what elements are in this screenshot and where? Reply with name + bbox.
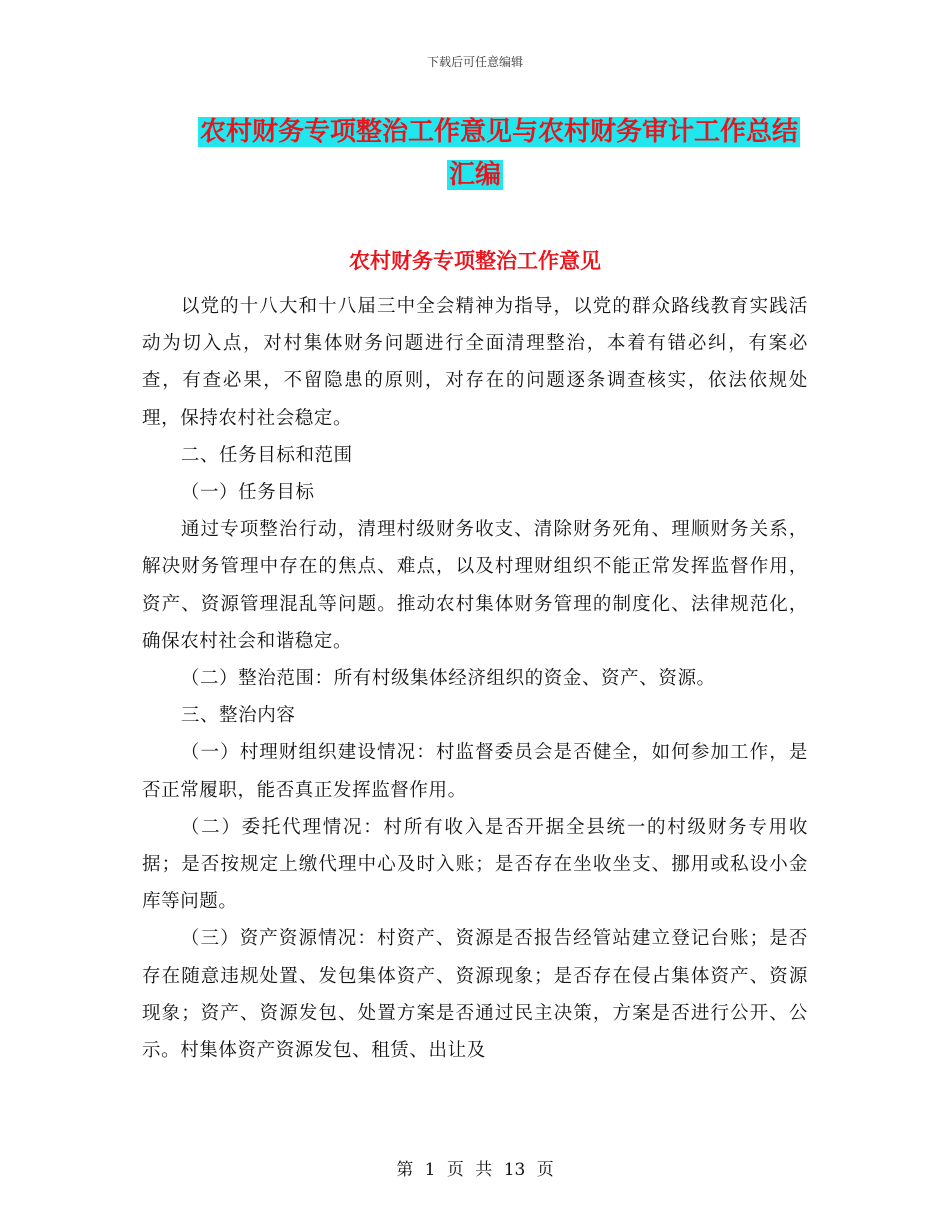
paragraph: 三、整治内容 bbox=[180, 705, 296, 727]
document-body bbox=[142, 288, 808, 1069]
paragraph: （二）委托代理情况：村所有收入是否开据全县统一的村级财务专用收据；是否按规定上缴代理中心及时入账；是否存在坐收坐支、挪用或私设小金库等问题。 bbox=[142, 816, 808, 913]
section-title: 农村财务专项整治工作意见 bbox=[349, 249, 601, 273]
paragraph: （一）任务目标 bbox=[180, 482, 315, 504]
paragraph: （一）村理财组织建设情况：村监督委员会是否健全，如何参加工作，是否正常履职，能否真正发挥监督作用。 bbox=[142, 742, 808, 801]
paragraph: 二、任务目标和范围 bbox=[180, 444, 353, 466]
document-title-line-2 bbox=[0, 152, 950, 198]
title-highlight-1: 农村财务专项整治工作意见与农村财务审计工作总结 bbox=[199, 117, 798, 147]
paragraph: 通过专项整治行动，清理村级财务收支、清除财务死角、理顺财务关系，解决财务管理中存在的焦点、难点，以及村理财组织不能正常发挥监督作用，资产、资源管理混乱等问题。推动农村集体财务管理的制度化、法律规范化，确保农村社会和谐稳定。 bbox=[142, 519, 808, 652]
title-highlight-2: 汇编 bbox=[448, 160, 501, 190]
paragraph: （三）资产资源情况：村资产、资源是否报告经管站建立登记台账；是否存在随意违规处置、发包集体资产、资源现象；是否存在侵占集体资产、资源现象；资产、资源发包、处置方案是否通过民主决策，方案是否进行公开、公示。村集体资产资源发包、租赁、出让及 bbox=[142, 928, 808, 1062]
paragraph: （二）整治范围：所有村级集体经济组织的资金、资产、资源。 bbox=[180, 668, 716, 690]
header-note: 下载后可任意编辑 bbox=[426, 55, 523, 69]
paragraph: 以党的十八大和十八届三中全会精神为指导，以党的群众路线教育实践活动为切入点，对村集体财务问题进行全面清理整治，本着有错必纠，有案必查，有查必果，不留隐患的原则，对存在的问题逐条调查核实，依法依规处理，保持农村社会稳定。 bbox=[142, 296, 808, 429]
document-title-line-1 bbox=[0, 109, 950, 155]
page-footer: 第 1 页 共 13 页 bbox=[396, 1160, 554, 1180]
